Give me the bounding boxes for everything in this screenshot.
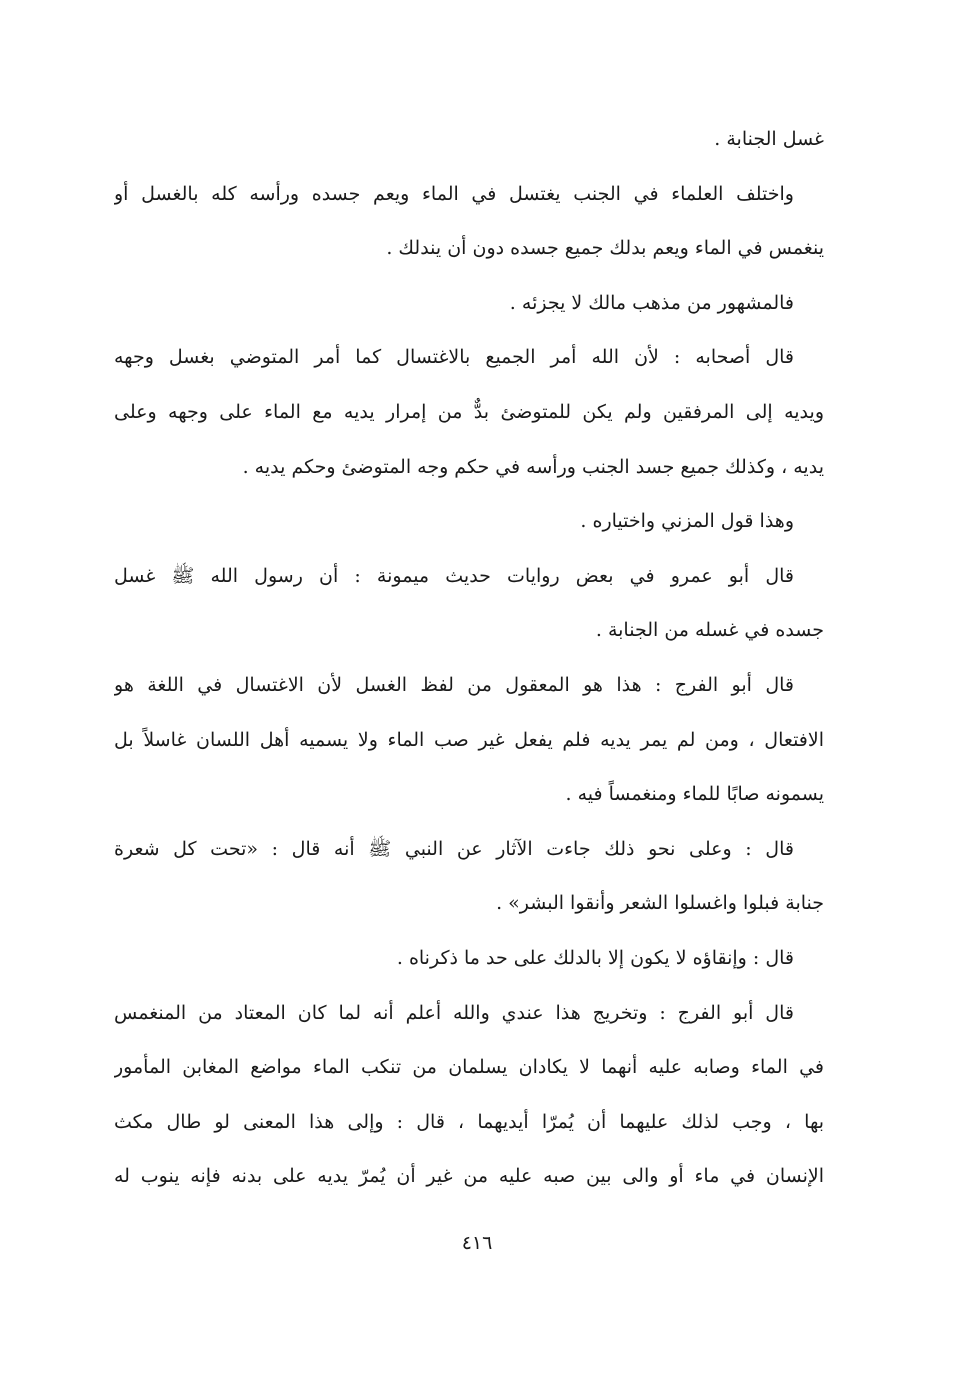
text-line: قال أبو الفرج : هذا هو المعقول من لفظ الغسل لأن الاغتسال في اللغة هو xyxy=(114,673,794,696)
text-line: يسمونه صابًا للماء ومنغمساً فيه . xyxy=(565,783,824,806)
page-number: ٤١٦ xyxy=(461,1232,493,1254)
text-line: قال : وإنقاؤه لا يكون إلا بالدلك على حد ما ذكرناه . xyxy=(396,946,794,969)
text-line: في الماء وصابه عليه أنهما لا يكادان يسلمان من تنكب الماء مواضع المغابن المأمور xyxy=(114,1056,824,1079)
text-line: قال أصحابه : لأن الله أمر الجميع بالاغتسال كما أمر المتوضي بغسل وجهه xyxy=(114,346,794,369)
text-line: جسده في غسله من الجنابة . xyxy=(595,619,824,642)
text-line: واختلف العلماء في الجنب يغتسل في الماء ويعم جسده ورأسه كله بالغسل أو xyxy=(114,182,794,205)
text-line: قال : وعلى نحو ذلك جاءت الآثار عن النبي ﷺ أنه قال : «تحت كل شعرة xyxy=(114,837,794,860)
text-line: فالمشهور من مذهب مالك لا يجزئه . xyxy=(509,291,794,314)
text-line: الافتعال ، ومن لم يمر يديه فلم يفعل غير صب الماء ولا يسميه أهل اللسان غاسلاً بل xyxy=(114,728,824,751)
text-line: يديه ، وكذلك جميع جسد الجنب ورأسه في حكم وجه المتوضئ وحكم يديه . xyxy=(242,455,824,478)
text-line: جنابة فبلوا واغسلوا الشعر وأنقوا البشر» . xyxy=(496,892,824,915)
text-line: غسل الجنابة . xyxy=(714,128,824,150)
text-line: بها ، وجب لذلك عليهما أن يُمرّا أيديهما ، قال : وإلى هذا المعنى لو طال مكث xyxy=(114,1110,824,1133)
text-line: الإنسان في ماء أو والى بين صبه عليه من غير أن يُمرّ يديه على بدنه فإنه ينوب له xyxy=(114,1165,824,1188)
text-line: ينغمس في الماء ويعم بدلك جميع جسده دون أن يندلك . xyxy=(386,237,824,260)
text-line: قال أبو الفرج : وتخريج هذا عندي والله أعلم أنه لما كان المعتاد من المنغمس xyxy=(114,1001,794,1024)
text-line: ويديه إلى المرفقين ولم يكن للمتوضئ بدٌّ من إمرار يديه مع الماء على وجهه وعلى xyxy=(114,400,824,423)
body-text xyxy=(114,112,824,1204)
text-line: قال أبو عمرو في بعض روايات حديث ميمونة : أن رسول الله ﷺ غسل xyxy=(114,564,794,587)
text-line: وهذا قول المزني واختياره . xyxy=(580,510,794,533)
